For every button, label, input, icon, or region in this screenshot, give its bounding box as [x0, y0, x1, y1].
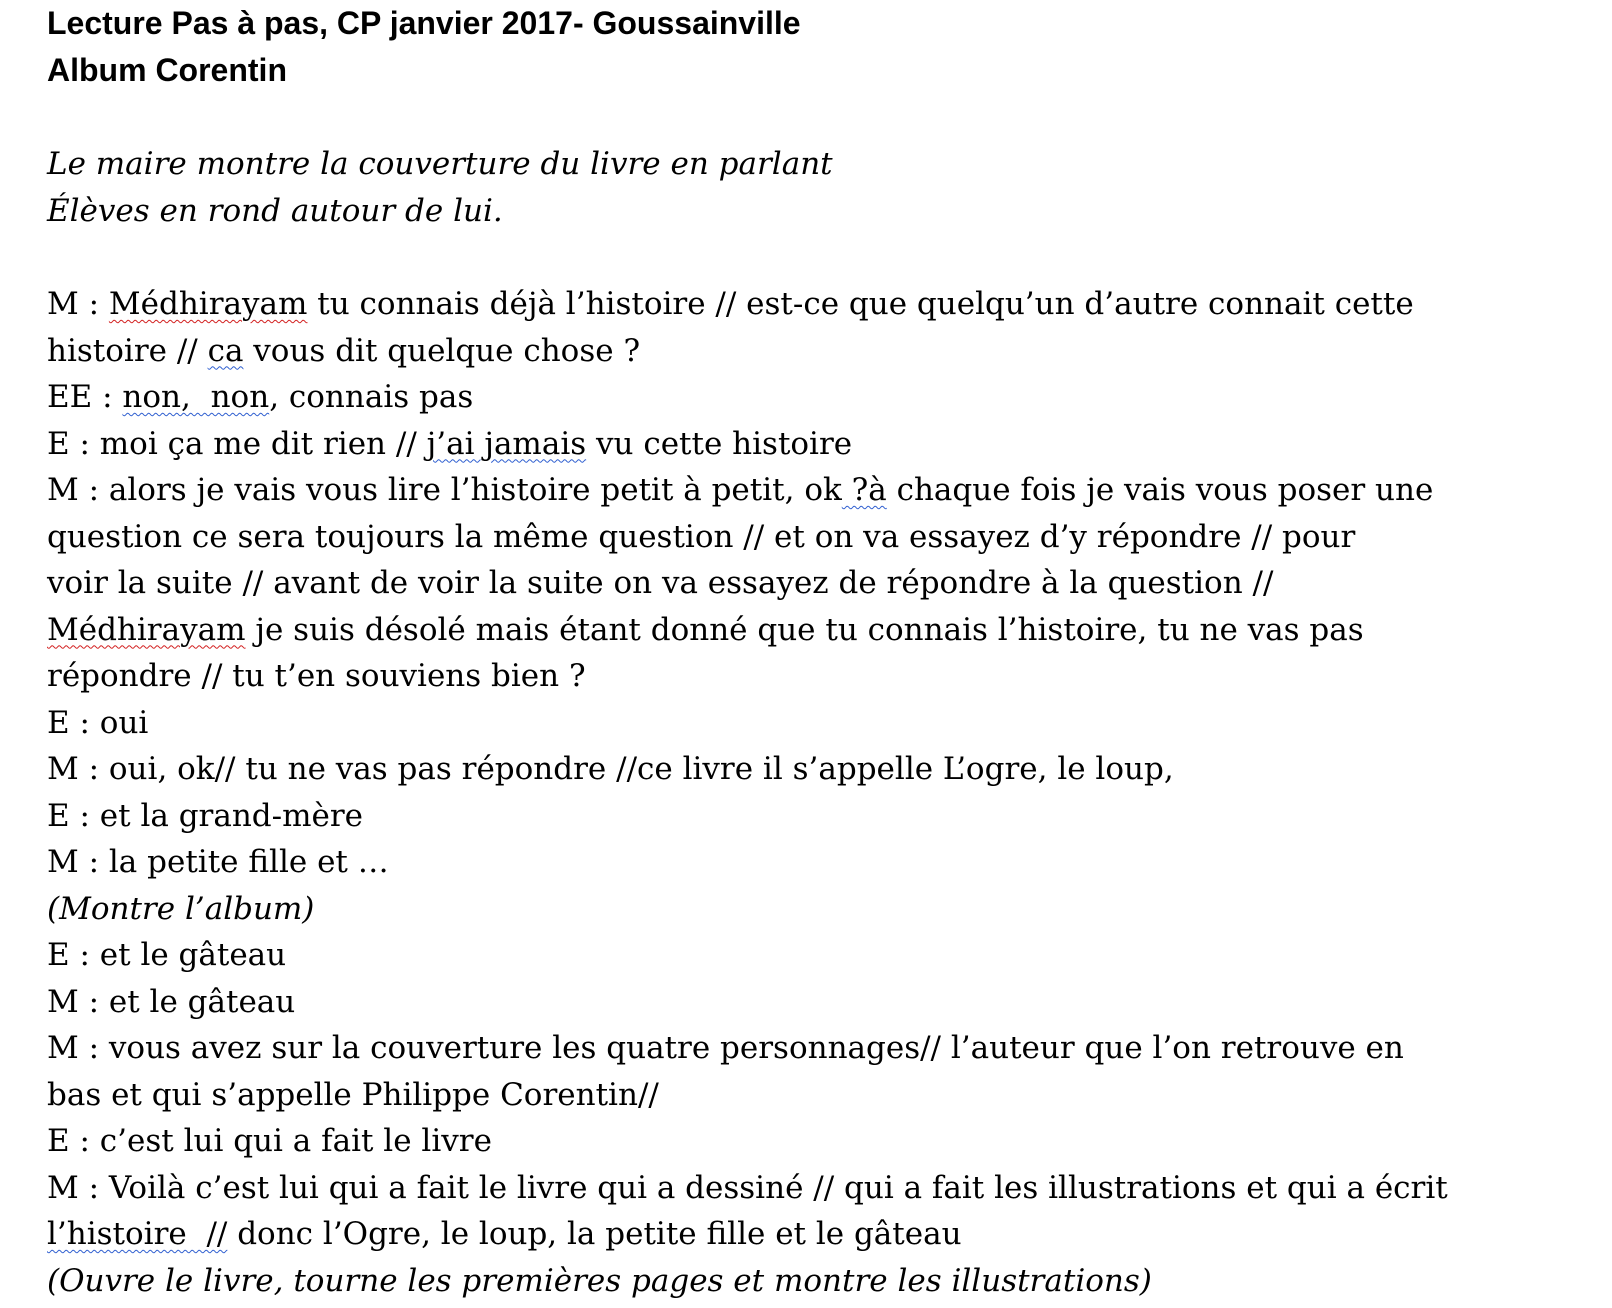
dialogue-line: E : et la grand-mère — [47, 797, 364, 834]
dialogue-line: E : oui — [47, 704, 149, 741]
dialogue-line: M : oui, ok// tu ne vas pas répondre //ce livre il s’appelle L’ogre, le loup, — [47, 751, 1174, 787]
grammar-flag: j’ai jamais — [426, 425, 587, 462]
grammar-flag: ca — [207, 332, 244, 369]
dialogue-line: Médhirayam je suis désolé mais étant donné que tu connais l’histoire, tu ne vas pas — [47, 611, 1364, 648]
stage-direction: (Ouvre le livre, tourne les premières pages et montre les illustrations) — [47, 1262, 1152, 1299]
blank-line — [47, 234, 1587, 281]
blank-line — [47, 94, 1587, 141]
dialogue-line: M : et le gâteau — [47, 983, 296, 1020]
grammar-flag: ?à — [841, 472, 887, 508]
stage-direction: (Montre l’album) — [47, 890, 315, 927]
dialogue-line: voir la suite // avant de voir la suite on va essayez de répondre à la question // — [47, 565, 1274, 601]
dialogue-line: question ce sera toujours la même question // et on va essayez d’y répondre // pour — [47, 518, 1356, 555]
document-title: Lecture Pas à pas, CP janvier 2017- Goussainville — [47, 5, 801, 41]
spelling-flag: Médhirayam — [47, 611, 246, 648]
document-subtitle: Album Corentin — [47, 52, 287, 88]
dialogue-line: M : la petite fille et … — [47, 844, 389, 880]
dialogue-line: E : et le gâteau — [47, 937, 287, 973]
grammar-flag: l’histoire // — [47, 1216, 228, 1252]
grammar-flag: non, non — [122, 379, 270, 415]
dialogue-line: bas et qui s’appelle Philippe Corentin// — [47, 1076, 659, 1113]
stage-direction: Élèves en rond autour de lui. — [47, 192, 503, 229]
dialogue-line: répondre // tu t’en souviens bien ? — [47, 658, 586, 694]
document-page — [47, 0, 1587, 1304]
spelling-flag: Médhirayam — [108, 286, 308, 322]
dialogue-line: l’histoire // donc l’Ogre, le loup, la petite fille et le gâteau — [47, 1216, 962, 1252]
dialogue-line: E : moi ça me dit rien // j’ai jamais vu cette histoire — [47, 425, 853, 462]
dialogue-line: M : alors je vais vous lire l’histoire petit à petit, ok ?à chaque fois je vais vous poser une — [47, 472, 1434, 508]
dialogue-line: histoire // ca vous dit quelque chose ? — [47, 332, 641, 369]
dialogue-line: M : Médhirayam tu connais déjà l’histoire // est-ce que quelqu’un d’autre connait cette — [47, 286, 1414, 322]
dialogue-line: M : Voilà c’est lui qui a fait le livre qui a dessiné // qui a fait les illustrations et qui a écrit — [47, 1169, 1448, 1206]
stage-direction: Le maire montre la couverture du livre en parlant — [47, 146, 833, 182]
dialogue-line: EE : non, non, connais pas — [47, 379, 474, 415]
dialogue-line: E : c’est lui qui a fait le livre — [47, 1123, 492, 1159]
dialogue-line: M : vous avez sur la couverture les quatre personnages// l’auteur que l’on retrouve en — [47, 1030, 1404, 1066]
